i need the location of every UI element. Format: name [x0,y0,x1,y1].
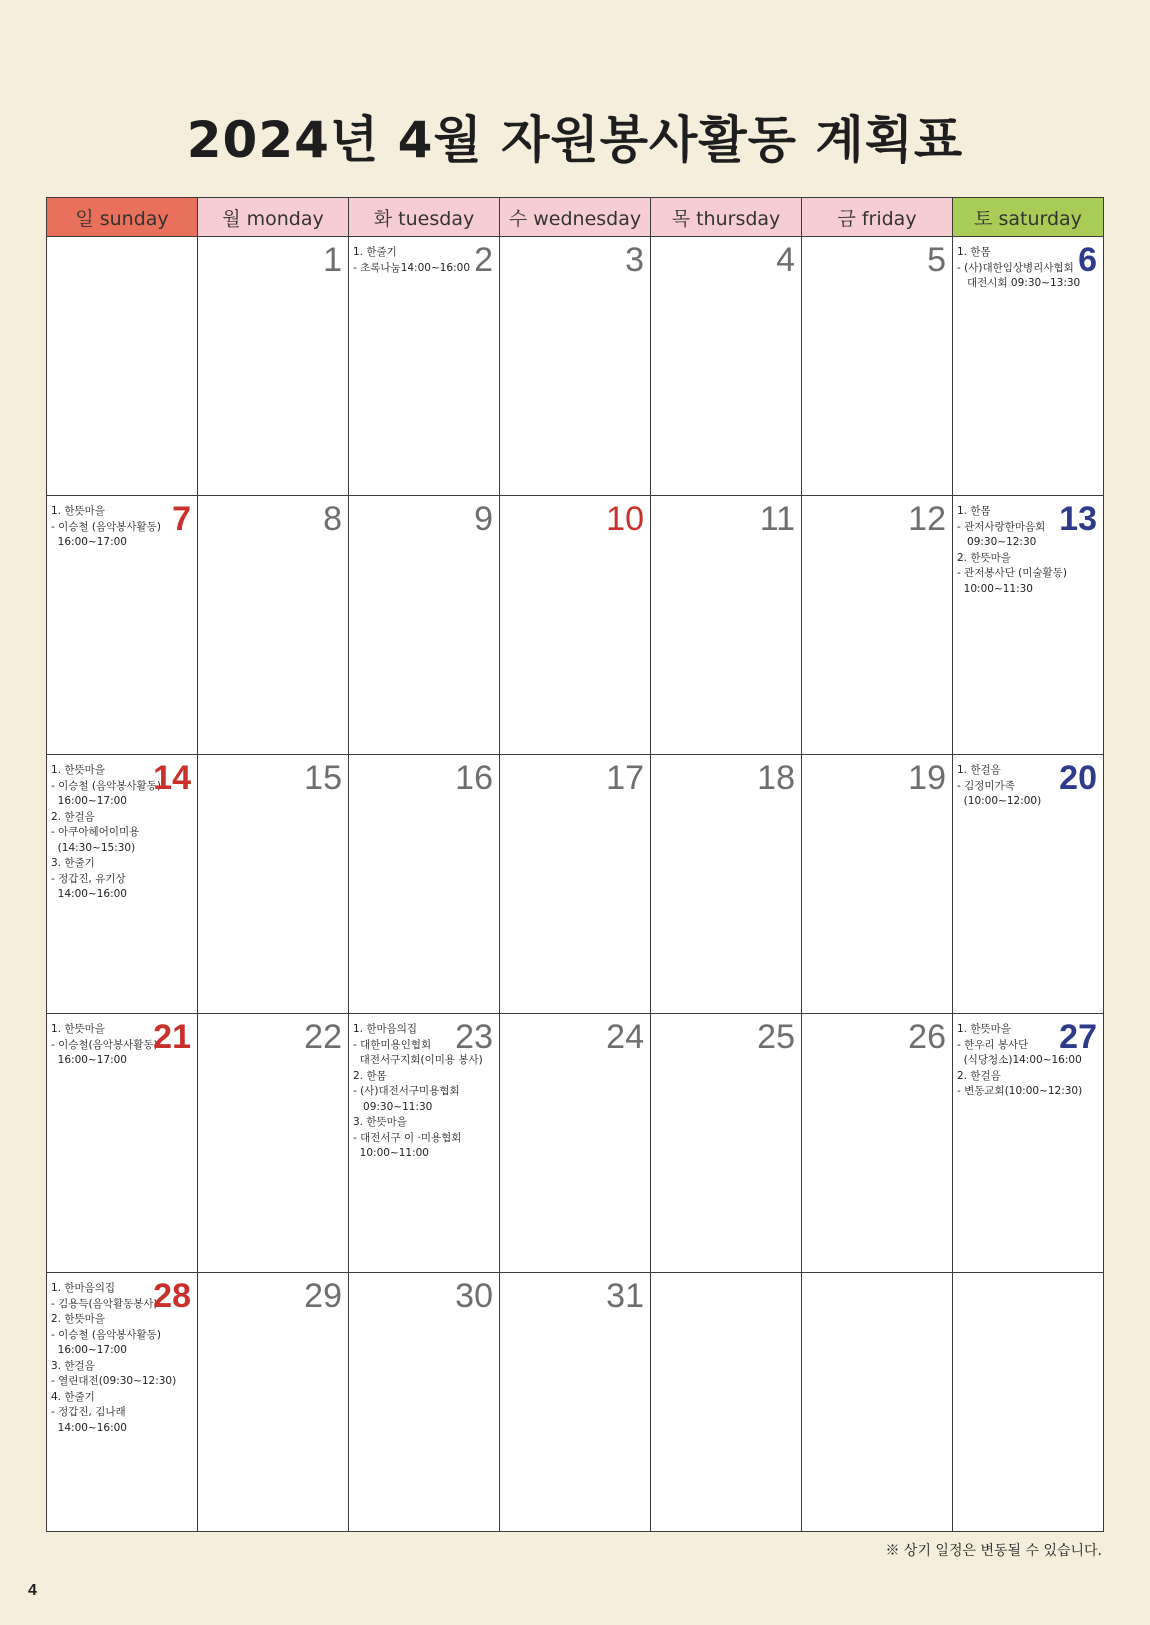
day-number: 24 [606,1018,644,1056]
day-cell [953,1014,1104,1273]
day-number: 28 [153,1277,191,1315]
header-thursday: 목 thursday [651,198,802,237]
day-number: 30 [455,1277,493,1315]
day-cell [349,1014,500,1273]
day-number: 17 [606,759,644,797]
day-notes: 1. 한마음의집 - 김용득(음악활동봉사) 2. 한뜻마을 - 이승철 (음악봉사활동) 16:00~17:00 3. 한걸음 - 열린대전(09:30~12:30) 4. 한줄기 - 정갑진, 김나래 14:00~16:00 [51,1282,177,1434]
header-friday: 금 friday [802,198,953,237]
day-cell [500,1273,651,1532]
day-number: 12 [908,500,946,538]
day-notes: 1. 한뜻마을 - 한우리 봉사단 (식당청소)14:00~16:00 2. 한걸음 - 변동교회(10:00~12:30) [957,1023,1083,1097]
day-cell [47,496,198,755]
day-cell [47,755,198,1014]
day-number: 19 [908,759,946,797]
day-number: 1 [323,241,342,279]
day-number: 14 [153,759,191,797]
calendar-table [46,197,1104,1532]
page-title: 2024년 4월 자원봉사활동 계획표 [186,111,964,169]
day-cell [953,1273,1104,1532]
schedule-change-note: ※ 상기 일정은 변동될 수 있습니다. [885,1543,1102,1559]
day-cell [198,496,349,755]
day-cell [500,1014,651,1273]
day-cell [953,237,1104,496]
day-cell [47,1014,198,1273]
day-cell [500,755,651,1014]
day-cell [651,237,802,496]
day-cell [349,755,500,1014]
week-row-1 [47,237,1104,496]
day-number: 27 [1059,1018,1097,1056]
day-cell [953,496,1104,755]
day-notes: 1. 한줄기 - 초록나눔14:00~16:00 [353,246,471,274]
day-number: 9 [474,500,493,538]
day-number: 10 [606,500,644,538]
header-monday: 월 monday [198,198,349,237]
day-cell [349,496,500,755]
day-notes: 1. 한마음의집 - 대한미용인협회 대전서구지회(이미용 봉사) 2. 한몸 - (사)대전서구미용협회 09:30~11:30 3. 한뜻마을 - 대전서구 이 ·미용협회 10:00~11:00 [353,1023,483,1159]
day-number: 26 [908,1018,946,1056]
day-number: 3 [625,241,644,279]
day-cell [651,755,802,1014]
day-cell [651,1273,802,1532]
day-number: 31 [606,1277,644,1315]
day-cell [953,755,1104,1014]
day-notes: 1. 한뜻마을 - 이승철(음악봉사활동) 16:00~17:00 [51,1023,158,1066]
day-number: 8 [323,500,342,538]
day-number: 25 [757,1018,795,1056]
day-cell [802,237,953,496]
header-tuesday: 화 tuesday [349,198,500,237]
day-number: 18 [757,759,795,797]
day-notes: 1. 한몸 - (사)대한임상병리사협회 대전시회 09:30~13:30 [957,246,1081,289]
week-row-5 [47,1273,1104,1532]
day-cell [349,237,500,496]
header-sunday: 일 sunday [47,198,198,237]
day-cell [500,496,651,755]
day-number: 2 [474,241,493,279]
day-notes: 1. 한뜻마을 - 이승철 (음악봉사활동) 16:00~17:00 [51,505,161,548]
week-row-2 [47,496,1104,755]
day-cell [651,1014,802,1273]
page-number: 4 [28,1582,37,1599]
weekday-header-row [47,198,1104,237]
day-cell [198,1273,349,1532]
week-row-3 [47,755,1104,1014]
header-saturday: 토 saturday [953,198,1104,237]
day-number: 22 [304,1018,342,1056]
day-number: 15 [304,759,342,797]
day-number: 11 [759,500,795,538]
day-notes: 1. 한몸 - 관저사랑한마음회 09:30~12:30 2. 한뜻마을 - 관저봉사단 (미술활동) 10:00~11:30 [957,505,1067,595]
day-cell [349,1273,500,1532]
day-number: 5 [927,241,946,279]
day-cell [500,237,651,496]
day-number: 20 [1059,759,1097,797]
day-cell [802,496,953,755]
day-cell [802,1014,953,1273]
day-notes: 1. 한뜻마을 - 이승철 (음악봉사활동) 16:00~17:00 2. 한걸음 - 아쿠아헤어이미용 (14:30~15:30) 3. 한줄기 - 정갑진, 유기상 14:00~16:00 [51,764,161,900]
day-cell [47,237,198,496]
day-number: 6 [1078,241,1097,279]
day-number: 13 [1059,500,1097,538]
day-number: 29 [304,1277,342,1315]
day-number: 16 [455,759,493,797]
header-wednesday: 수 wednesday [500,198,651,237]
day-number: 4 [776,241,795,279]
day-notes: 1. 한걸음 - 김정미가족 (10:00~12:00) [957,764,1042,807]
day-cell [198,755,349,1014]
day-number: 21 [153,1018,191,1056]
day-number: 23 [455,1018,493,1056]
day-cell [651,496,802,755]
week-row-4 [47,1014,1104,1273]
day-cell [802,1273,953,1532]
day-cell [198,237,349,496]
day-number: 7 [172,500,191,538]
day-cell [198,1014,349,1273]
day-cell [802,755,953,1014]
day-cell [47,1273,198,1532]
